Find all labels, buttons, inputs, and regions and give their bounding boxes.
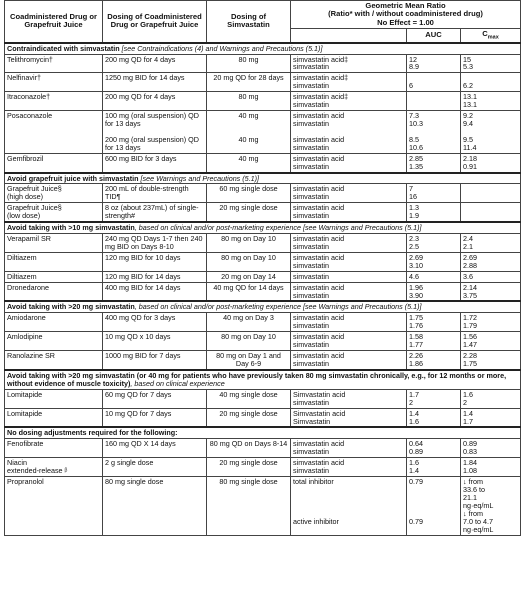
- section-title-cell: [5, 301, 521, 312]
- dosing-cell: 2 g single dose: [103, 458, 207, 477]
- simvastatin-dosing-cell: 20 mg single dose: [207, 458, 291, 477]
- table-row: [5, 458, 521, 477]
- analyte-cell: simvastatin acid simvastatin: [291, 153, 407, 172]
- section-title: Avoid taking with >20 mg simvastatin (or 40 mg for patients who have previously taken 80 mg simvastatin chronically, e.g., for 12 months or more, without evidence of muscle toxicity): [7, 370, 507, 388]
- drug-cell: Lomitapide: [5, 408, 103, 427]
- cmax-cell: 1.84 1.08: [461, 458, 521, 477]
- section-note: [see Contraindications (4) and Warnings and Precautions (5.1)]: [119, 43, 323, 53]
- auc-cell: 2.69 3.10: [407, 252, 461, 271]
- cmax-cell: 2.14 3.75: [461, 282, 521, 301]
- header-gmr: [291, 1, 521, 29]
- dosing-cell: 8 oz (about 237mL) of single-strength#: [103, 203, 207, 222]
- auc-cell: 4.6: [407, 271, 461, 282]
- header-dosing: Dosing of Coadministered Drug or Grapefruit Juice: [103, 1, 207, 43]
- cmax-cell: 15 5.3: [461, 54, 521, 73]
- section-title-cell: [5, 173, 521, 184]
- simvastatin-dosing-cell: 40 mg QD for 14 days: [207, 282, 291, 301]
- drug-cell: Grapefruit Juice§ (low dose): [5, 203, 103, 222]
- drug-cell: Nelfinavir†: [5, 73, 103, 92]
- simvastatin-dosing-cell: 80 mg: [207, 92, 291, 111]
- drug-cell: Diltiazem: [5, 252, 103, 271]
- simvastatin-dosing-cell: 80 mg on Day 10: [207, 252, 291, 271]
- simvastatin-dosing-cell: 80 mg QD on Days 8-14: [207, 439, 291, 458]
- simvastatin-dosing-cell: 20 mg single dose: [207, 408, 291, 427]
- table-row: [5, 477, 521, 535]
- analyte-cell: simvastatin acid simvastatin: [291, 203, 407, 222]
- section-note: , based on clinical and/or post-marketing experience [see Warnings and Precautions (5.1)]: [134, 302, 422, 312]
- section-note: , based on clinical experience: [130, 378, 225, 388]
- dosing-cell: 160 mg QD X 14 days: [103, 439, 207, 458]
- table-row: [5, 234, 521, 253]
- section-title: No dosing adjustments required for the following:: [7, 428, 178, 438]
- section-title: Contraindicated with simvastatin: [7, 43, 120, 53]
- auc-cell: 2.85 1.35: [407, 153, 461, 172]
- simvastatin-dosing-cell: 60 mg single dose: [207, 184, 291, 203]
- auc-cell: 12 8.9: [407, 54, 461, 73]
- auc-cell: 1.96 3.90: [407, 282, 461, 301]
- drug-cell: Propranolol: [5, 477, 103, 535]
- table-row: [5, 351, 521, 370]
- header-cmax-c: C: [482, 29, 488, 39]
- analyte-cell: simvastatin acid‡ simvastatin: [291, 73, 407, 92]
- auc-cell: 2.3 2.5: [407, 234, 461, 253]
- table-row: [5, 282, 521, 301]
- analyte-cell: simvastatin acid simvastatin: [291, 252, 407, 271]
- drug-cell: Grapefruit Juice§ (high dose): [5, 184, 103, 203]
- analyte-cell: simvastatin acid simvastatin: [291, 458, 407, 477]
- drug-cell: Fenofibrate: [5, 439, 103, 458]
- simvastatin-dosing-cell: 80 mg single dose: [207, 477, 291, 535]
- analyte-cell: simvastatin acid‡ simvastatin: [291, 54, 407, 73]
- cmax-cell: [461, 203, 521, 222]
- analyte-cell: simvastatin acid simvastatin: [291, 439, 407, 458]
- dosing-cell: 600 mg BID for 3 days: [103, 153, 207, 172]
- dosing-cell: 400 mg BID for 14 days: [103, 282, 207, 301]
- simvastatin-dosing-cell: 80 mg on Day 10: [207, 332, 291, 351]
- cmax-cell: 2.18 0.91: [461, 153, 521, 172]
- drug-cell: Amiodarone: [5, 313, 103, 332]
- section-header: [5, 222, 521, 233]
- cmax-cell: 3.6: [461, 271, 521, 282]
- auc-cell: 1.4 1.6: [407, 408, 461, 427]
- cmax-cell: 1.6 2: [461, 389, 521, 408]
- auc-cell: [407, 92, 461, 111]
- table-row: [5, 54, 521, 73]
- table-row: [5, 153, 521, 172]
- section-header: [5, 301, 521, 312]
- drug-cell: Posaconazole: [5, 111, 103, 154]
- header-drug: Coadministered Drug or Grapefruit Juice: [5, 1, 103, 43]
- section-title: Avoid grapefruit juice with simvastatin: [7, 173, 139, 183]
- cmax-cell: 9.2 9.4 9.5 11.4: [461, 111, 521, 154]
- dosing-cell: 80 mg single dose: [103, 477, 207, 535]
- analyte-cell: Simvastatin acid simvastatin: [291, 389, 407, 408]
- auc-cell: 6: [407, 73, 461, 92]
- analyte-cell: simvastatin acid simvastatin simvastatin acid simvastatin: [291, 111, 407, 154]
- auc-cell: 0.79 0.79: [407, 477, 461, 535]
- header-gmr-sub2: No Effect = 1.00: [377, 17, 434, 27]
- interaction-table: [4, 0, 521, 536]
- table-row: [5, 203, 521, 222]
- header-analyte-blank: [291, 29, 407, 43]
- dosing-cell: 60 mg QD for 7 days: [103, 389, 207, 408]
- simvastatin-dosing-cell: 20 mg on Day 14: [207, 271, 291, 282]
- auc-cell: 7.3 10.3 8.5 10.6: [407, 111, 461, 154]
- section-header: [5, 43, 521, 54]
- table-row: [5, 408, 521, 427]
- section-note: , based on clinical and/or post-marketing experience [see Warnings and Precautions (5.1)]: [134, 223, 422, 233]
- table-row: [5, 111, 521, 154]
- dosing-cell: 200 mL of double-strength TID¶: [103, 184, 207, 203]
- cmax-cell: 1.72 1.79: [461, 313, 521, 332]
- simvastatin-dosing-cell: 40 mg on Day 3: [207, 313, 291, 332]
- table-row: [5, 252, 521, 271]
- table-row: [5, 439, 521, 458]
- analyte-cell: simvastatin acid simvastatin: [291, 313, 407, 332]
- section-title: Avoid taking with >20 mg simvastatin: [7, 302, 135, 312]
- auc-cell: 1.75 1.76: [407, 313, 461, 332]
- dosing-cell: 200 mg QD for 4 days: [103, 54, 207, 73]
- dosing-cell: 10 mg QD for 7 days: [103, 408, 207, 427]
- drug-cell: Dronedarone: [5, 282, 103, 301]
- header-cmax-sub: max: [487, 34, 499, 41]
- cmax-cell: 1.56 1.47: [461, 332, 521, 351]
- dosing-cell: 1250 mg BID for 14 days: [103, 73, 207, 92]
- simvastatin-dosing-cell: 80 mg on Day 10: [207, 234, 291, 253]
- cmax-cell: 6.2: [461, 73, 521, 92]
- analyte-cell: total inhibitor active inhibitor: [291, 477, 407, 535]
- section-header: [5, 427, 521, 438]
- dosing-cell: 100 mg (oral suspension) QD for 13 days 200 mg (oral suspension) QD for 13 days: [103, 111, 207, 154]
- cmax-cell: ↓ from 33.6 to 21.1 ng·eq/mL ↓ from 7.0 to 4.7 ng·eq/mL: [461, 477, 521, 535]
- simvastatin-dosing-cell: 40 mg 40 mg: [207, 111, 291, 154]
- auc-cell: 0.64 0.89: [407, 439, 461, 458]
- table-body: [5, 43, 521, 535]
- section-header: [5, 370, 521, 389]
- table-row: [5, 271, 521, 282]
- cmax-cell: [461, 184, 521, 203]
- cmax-cell: 2.4 2.1: [461, 234, 521, 253]
- section-title: Avoid taking with >10 mg simvastatin: [7, 223, 135, 233]
- header-gmr-sub: (Ratio* with / without coadministered drug): [328, 9, 483, 19]
- drug-cell: Gemfibrozil: [5, 153, 103, 172]
- cmax-cell: 2.28 1.75: [461, 351, 521, 370]
- section-title-cell: [5, 222, 521, 233]
- drug-cell: Ranolazine SR: [5, 351, 103, 370]
- header-cmax: [461, 29, 521, 43]
- section-note: [see Warnings and Precautions (5.1)]: [138, 173, 260, 183]
- section-title-cell: [5, 43, 521, 54]
- simvastatin-dosing-cell: 40 mg single dose: [207, 389, 291, 408]
- auc-cell: 2.26 1.86: [407, 351, 461, 370]
- drug-cell: Diltiazem: [5, 271, 103, 282]
- auc-cell: 1.3 1.9: [407, 203, 461, 222]
- simvastatin-dosing-cell: 80 mg on Day 1 and Day 6-9: [207, 351, 291, 370]
- dosing-cell: 240 mg QD Days 1-7 then 240 mg BID on Days 8-10: [103, 234, 207, 253]
- cmax-cell: 0.89 0.83: [461, 439, 521, 458]
- simvastatin-dosing-cell: 20 mg single dose: [207, 203, 291, 222]
- drug-cell: Niacin extended-release ᵝ: [5, 458, 103, 477]
- auc-cell: 1.58 1.77: [407, 332, 461, 351]
- drug-cell: Itraconazole†: [5, 92, 103, 111]
- dosing-cell: 10 mg QD x 10 days: [103, 332, 207, 351]
- analyte-cell: simvastatin acid simvastatin: [291, 234, 407, 253]
- analyte-cell: simvastatin acid simvastatin: [291, 332, 407, 351]
- section-title-cell: [5, 370, 521, 389]
- cmax-cell: 13.1 13.1: [461, 92, 521, 111]
- dosing-cell: 120 mg BID for 10 days: [103, 252, 207, 271]
- section-header: [5, 173, 521, 184]
- dosing-cell: 120 mg BID for 14 days: [103, 271, 207, 282]
- auc-cell: 7 16: [407, 184, 461, 203]
- table-row: [5, 73, 521, 92]
- table-row: [5, 332, 521, 351]
- analyte-cell: simvastatin acid simvastatin: [291, 351, 407, 370]
- header-gmr-title: Geometric Mean Ratio: [365, 1, 446, 10]
- analyte-cell: simvastatin acid simvastatin: [291, 282, 407, 301]
- auc-cell: 1.7 2: [407, 389, 461, 408]
- analyte-cell: simvastatin acid simvastatin: [291, 184, 407, 203]
- auc-cell: 1.6 1.4: [407, 458, 461, 477]
- dosing-cell: 400 mg QD for 3 days: [103, 313, 207, 332]
- table-row: [5, 389, 521, 408]
- dosing-cell: 1000 mg BID for 7 days: [103, 351, 207, 370]
- cmax-cell: 1.4 1.7: [461, 408, 521, 427]
- header-simva-dosing: Dosing of Simvastatin: [207, 1, 291, 43]
- dosing-cell: 200 mg QD for 4 days: [103, 92, 207, 111]
- analyte-cell: simvastatin acid‡ simvastatin: [291, 92, 407, 111]
- table-row: [5, 313, 521, 332]
- analyte-cell: simvastatin: [291, 271, 407, 282]
- simvastatin-dosing-cell: 80 mg: [207, 54, 291, 73]
- drug-cell: Verapamil SR: [5, 234, 103, 253]
- drug-cell: Telithromycin†: [5, 54, 103, 73]
- drug-cell: Lomitapide: [5, 389, 103, 408]
- simvastatin-dosing-cell: 40 mg: [207, 153, 291, 172]
- drug-cell: Amlodipine: [5, 332, 103, 351]
- section-title-cell: [5, 427, 521, 438]
- analyte-cell: Simvastatin acid Simvastatin: [291, 408, 407, 427]
- simvastatin-dosing-cell: 20 mg QD for 28 days: [207, 73, 291, 92]
- cmax-cell: 2.69 2.88: [461, 252, 521, 271]
- header-auc: AUC: [407, 29, 461, 43]
- table-row: [5, 92, 521, 111]
- table-row: [5, 184, 521, 203]
